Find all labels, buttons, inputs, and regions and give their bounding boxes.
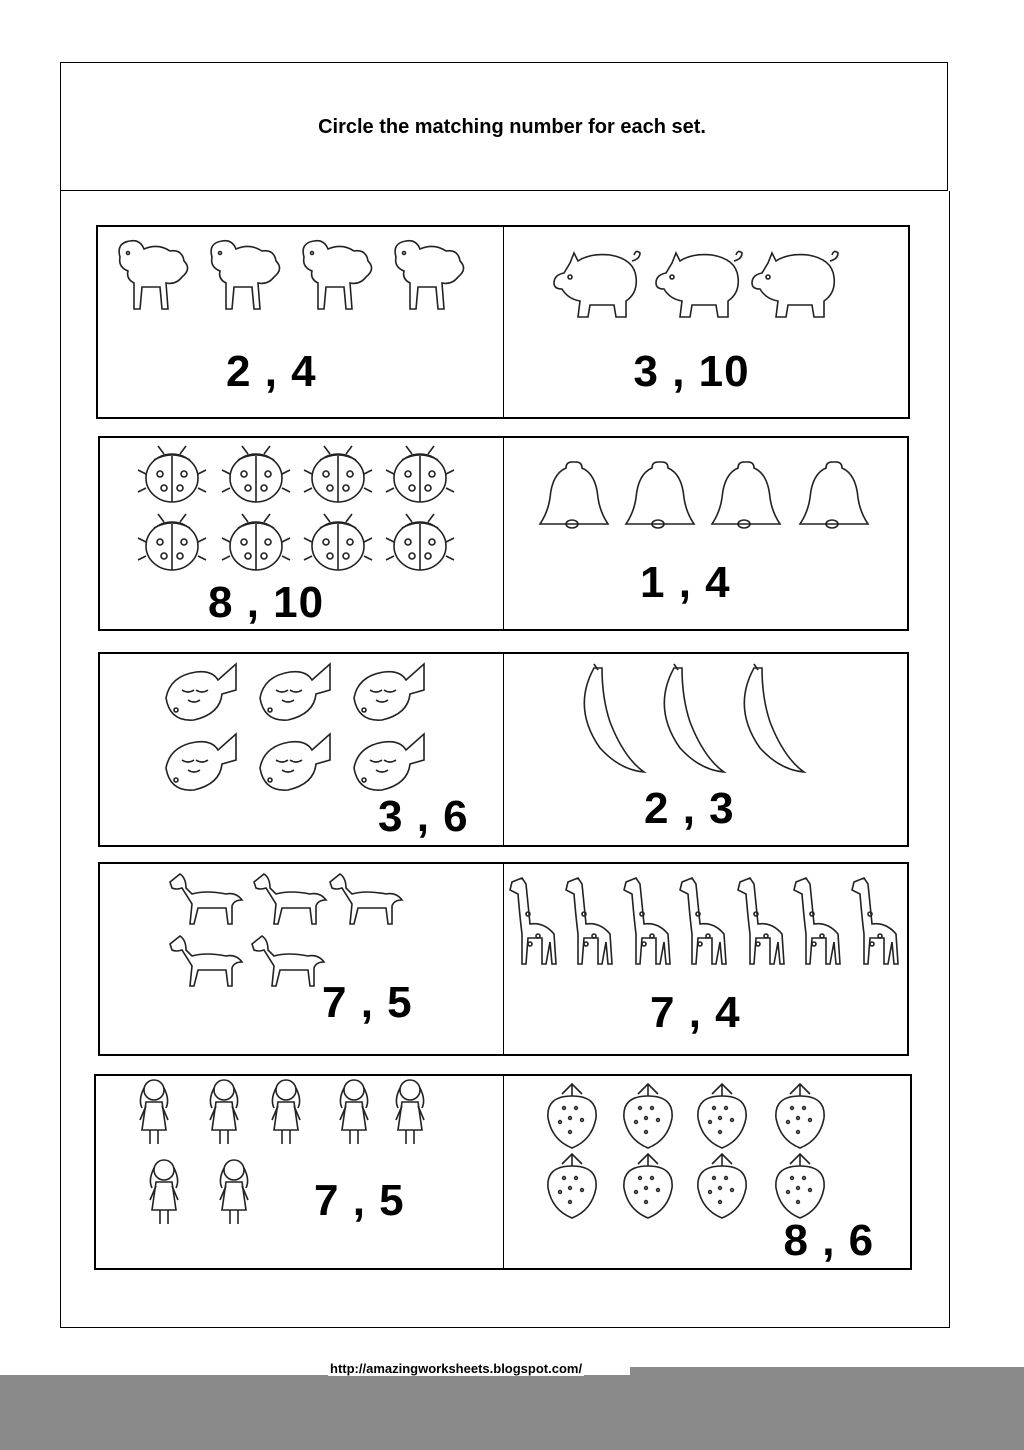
set-giraffe — [503, 864, 907, 1054]
choice-numbers[interactable]: 3 , 10 — [633, 347, 750, 396]
strawberry-icon — [544, 1082, 844, 1222]
pig-group — [550, 239, 850, 325]
giraffe-icon — [508, 874, 908, 970]
banana-icon — [578, 660, 828, 780]
set-banana — [503, 654, 907, 845]
ladybug-group — [136, 444, 456, 580]
set-row-4 — [98, 862, 909, 1056]
set-strawberry — [503, 1076, 911, 1268]
set-bell — [503, 438, 907, 629]
choice-numbers[interactable]: 2 , 4 — [226, 347, 317, 396]
ladybug-icon — [136, 444, 456, 580]
choice-numbers[interactable]: 8 , 6 — [783, 1216, 875, 1265]
bell-icon — [538, 454, 878, 530]
choice-numbers[interactable]: 1 , 4 — [640, 558, 731, 607]
set-horse — [100, 864, 503, 1054]
choice-numbers[interactable]: 3 , 6 — [378, 792, 469, 841]
set-sheep — [98, 227, 503, 417]
source-url[interactable]: http://amazingworksheets.blogspot.com/ — [330, 1361, 583, 1376]
set-fish — [100, 654, 503, 845]
footer-strip — [630, 1367, 1024, 1375]
set-row-2 — [98, 436, 909, 631]
set-row-3 — [98, 652, 909, 847]
bell-group — [538, 454, 878, 530]
set-girl — [96, 1076, 503, 1268]
set-pig — [503, 227, 909, 417]
choice-numbers[interactable]: 7 , 5 — [322, 978, 413, 1027]
banana-group — [578, 660, 828, 780]
choice-numbers[interactable]: 7 , 4 — [650, 988, 741, 1037]
choice-numbers[interactable]: 8 , 10 — [208, 578, 325, 627]
choice-numbers[interactable]: 2 , 3 — [644, 784, 735, 833]
set-ladybug — [100, 438, 503, 629]
sheep-icon — [112, 235, 482, 325]
fish-group — [160, 660, 430, 800]
set-row-1 — [96, 225, 910, 419]
fish-icon — [160, 660, 430, 800]
choice-numbers[interactable]: 7 , 5 — [314, 1176, 405, 1225]
set-row-5 — [94, 1074, 912, 1270]
page-title: Circle the matching number for each set. — [318, 116, 706, 138]
giraffe-group — [508, 874, 908, 970]
footer-bar — [0, 1375, 1024, 1450]
pig-icon — [550, 239, 850, 325]
strawberry-group — [544, 1082, 844, 1222]
sheep-group — [112, 235, 482, 325]
